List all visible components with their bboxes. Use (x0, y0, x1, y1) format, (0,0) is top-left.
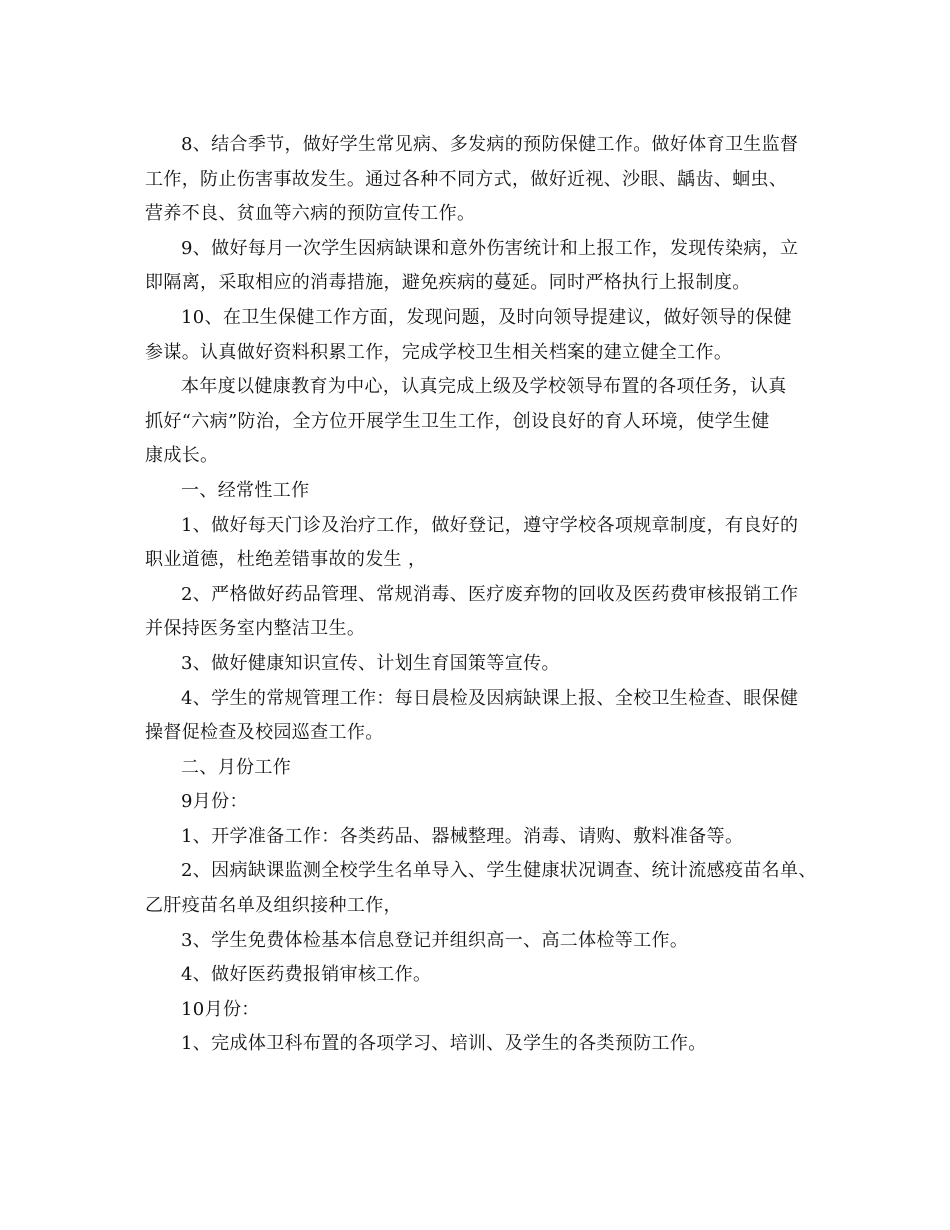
paragraph-line: 并保持医务室内整洁卫生。 (145, 618, 366, 640)
paragraph-line: 抓好“六病”防治，全方位开展学生卫生工作，创设良好的育人环境，使学生健 (145, 410, 770, 432)
paragraph-line: 康成长。 (145, 445, 219, 467)
paragraph-line: 2、因病缺课监测全校学生名单导入、学生健康状况调查、统计流感疫苗名单、 (181, 860, 817, 882)
paragraph-line: 1、开学准备工作：各类药品、器械整理。消毒、请购、敷料准备等。 (181, 825, 744, 847)
month-heading: 9月份： (181, 791, 248, 813)
paragraph-line: 营养不良、贫血等六病的预防宣传工作。 (145, 203, 476, 225)
paragraph-line: 8、结合季节，做好学生常见病、多发病的预防保健工作。做好体育卫生监督 (181, 134, 799, 155)
paragraph-line: 10、在卫生保健工作方面，发现问题，及时向领导提建议，做好领导的保健 (181, 306, 792, 328)
paragraph-line: 乙肝疫苗名单及组织接种工作， (145, 895, 402, 917)
paragraph-line: 本年度以健康教育为中心，认真完成上级及学校领导布置的各项任务，认真 (181, 376, 787, 398)
paragraph-line: 9、做好每月一次学生因病缺课和意外伤害统计和上报工作，发现传染病，立 (181, 237, 799, 259)
paragraph-line: 3、学生免费体检基本信息登记并组织高一、高二体检等工作。 (181, 929, 689, 951)
paragraph-line: 4、做好医药费报销审核工作。 (181, 964, 432, 986)
paragraph-line: 3、做好健康知识宣传、计划生育国策等宣传。 (181, 652, 560, 674)
paragraph-line: 1、做好每天门诊及治疗工作，做好登记，遵守学校各项规章制度，有良好的 (181, 514, 799, 536)
paragraph-line: 操督促检查及校园巡查工作。 (145, 722, 384, 744)
paragraph-line: 1、完成体卫科布置的各项学习、培训、及学生的各类预防工作。 (181, 1033, 707, 1055)
paragraph-line: 2、严格做好药品管理、常规消毒、医疗废弃物的回收及医药费审核报销工作 (181, 583, 799, 605)
paragraph-line: 参谋。认真做好资料积累工作，完成学校卫生相关档案的建立健全工作。 (145, 341, 733, 363)
paragraph-line: 职业道德，杜绝差错事故的发生 ， (145, 549, 427, 571)
month-heading: 10月份： (181, 998, 260, 1020)
paragraph-line: 工作，防止伤害事故发生。通过各种不同方式，做好近视、沙眼、龋齿、蛔虫、 (145, 168, 788, 190)
section-heading: 一、经常性工作 (181, 479, 310, 501)
document-body (145, 128, 825, 1062)
paragraph-line: 即隔离，采取相应的消毒措施，避免疾病的蔓延。同时严格执行上报制度。 (145, 272, 751, 294)
paragraph-line: 4、学生的常规管理工作：每日晨检及因病缺课上报、全校卫生检查、眼保健 (181, 687, 799, 709)
section-heading: 二、月份工作 (181, 756, 292, 778)
